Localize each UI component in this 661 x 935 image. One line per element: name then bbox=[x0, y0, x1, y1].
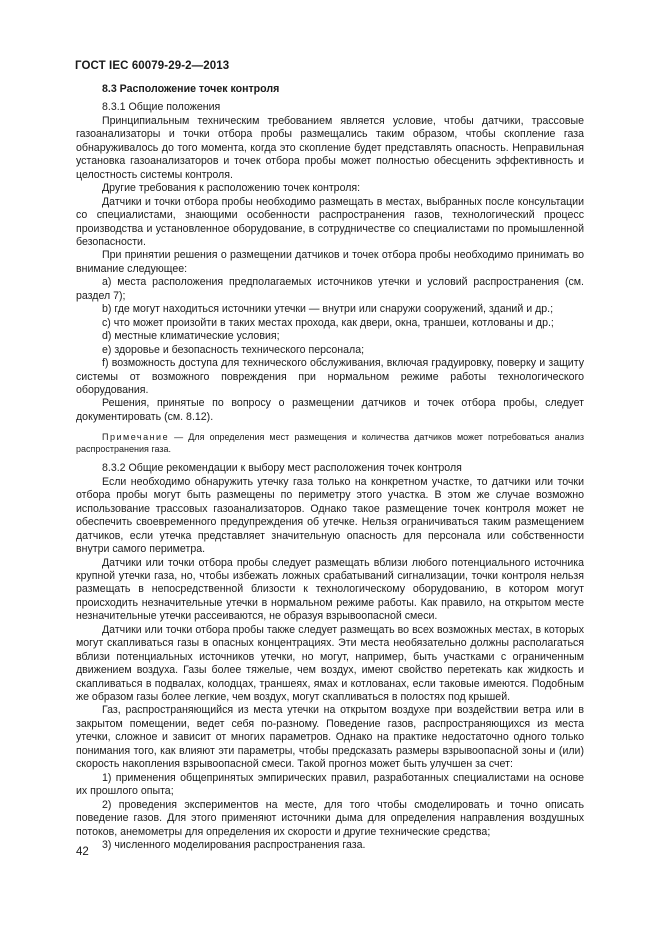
paragraph: Датчики или точки отбора пробы также следует размещать во всех возможных местах, в которых могут скапливаться газы в опасных концентрациях. Эти места необязательно должны располагаться вблизи потенциальных источников утечки, но могут, например, быть участками с ограниченным движением воздуха. Газы более тяжелые, чем воздух, имеют свойство перетекать как жидкость и скапливаться в подвалах, колодцах, траншеях, ямах и котлованах, если таковые имеются. Подобным же образом газы более легкие, чем воздух, могут скапливаться в полостях под крышей. bbox=[76, 623, 584, 704]
section-heading: 8.3 Расположение точек контроля bbox=[102, 83, 280, 95]
subsection-title: 8.3.2 Общие рекомендации к выбору мест расположения точек контроля bbox=[102, 462, 462, 475]
list-item: 1) применения общепринятых эмпирических правил, разработанных специалистами на основе их прошлого опыта; bbox=[76, 771, 584, 798]
list-item: d) местные климатические условия; bbox=[102, 330, 280, 343]
subsection-title: 8.3.1 Общие положения bbox=[102, 101, 221, 114]
list-item: c) что может произойти в таких местах прохода, как двери, окна, траншеи, котлованы и др.; bbox=[102, 316, 554, 329]
note-label: Примечание bbox=[102, 432, 170, 443]
note-text: — Для определения мест размещения и количества датчиков может потребоваться анализ распространения газа. bbox=[76, 432, 584, 455]
document-code: ГОСТ IEC 60079-29-2—2013 bbox=[75, 60, 230, 72]
page-number: 42 bbox=[76, 846, 89, 858]
paragraph: Принципиальным техническим требованием является условие, чтобы датчики, трассовые газоанализаторы и точки отбора пробы размещались таким образом, чтобы скопление газа обнаруживалось до того момента, когда это скопление будет представлять опасность. Неправильная установка газоанализаторов и точек отбора пробы может полностью обесценить эффективность и целостность системы контроля. bbox=[76, 114, 584, 181]
paragraph: Газ, распространяющийся из места утечки на открытом воздухе при воздействии ветра или в закрытом помещении, ведет себя по-разному. Поведение газов, распространяющихся из места утечки, сложное и зависит от многих параметров. Однако на практике недостаточно одного только понимания того, как влияют эти параметры, чтобы предсказать размеры взрывоопасной зоны и (или) скорость накопления взрывоопасной смеси. Такой прогноз может быть улучшен за счет: bbox=[76, 704, 584, 771]
paragraph: Другие требования к расположению точек контроля: bbox=[102, 182, 361, 195]
paragraph: При принятии решения о размещении датчиков и точек отбора пробы необходимо принимать во внимание следующее: bbox=[76, 249, 584, 275]
list-item: 2) проведения экспериментов на месте, для того чтобы смоделировать и точно описать поведение газов. Для этого применяют источники дыма для определения направления воздушных потоков, анемометры для определения их скорости и другие технические средства; bbox=[76, 798, 584, 838]
paragraph: Датчики или точки отбора пробы следует размещать вблизи любого потенциального источника крупной утечки газа, но, чтобы избежать ложных срабатываний сигнализации, точки контроля нельзя размещать в непосредственной близости к технологическому оборудованию, в котором могут происходить незначительные утечки в нормальном режиме работы. Как правило, на открытом месте незначительные утечки рассеиваются, не образуя взрывоопасной смеси. bbox=[76, 556, 584, 623]
paragraph: Датчики и точки отбора пробы необходимо размещать в местах, выбранных после консультации со специалистами, знающими особенности распространения газов, технологический процесс производства и установленное оборудование, в сотрудничестве со специалистами по промышленной безопасности. bbox=[76, 195, 584, 248]
list-item: a) места расположения предполагаемых источников утечки и условий распространения (см. раздел 7); bbox=[76, 276, 584, 302]
paragraph: Решения, принятые по вопросу о размещении датчиков и точек отбора пробы, следует документировать (см. 8.12). bbox=[76, 397, 584, 423]
list-item: 3) численного моделирования распространения газа. bbox=[102, 839, 366, 852]
page-content bbox=[76, 83, 584, 852]
note bbox=[76, 431, 584, 455]
list-item: f) возможность доступа для технического обслуживания, включая градуировку, поверку и защиту системы от возможного повреждения при нормальном режиме работы технологического оборудования. bbox=[76, 357, 584, 396]
paragraph: Если необходимо обнаружить утечку газа только на конкретном участке, то датчики или точки отбора пробы могут быть размещены по периметру этого участка. В этом же случае возможно использование трассовых газоанализаторов. Однако такое размещение точек контроля может не обеспечить своевременного предупреждения об утечке. Нельзя ограничиваться таким размещением датчиков, если утечка представляет значительную опасность для персонала или собственности внутри самого периметра. bbox=[76, 475, 584, 556]
list-item: e) здоровье и безопасность технического персонала; bbox=[102, 343, 365, 356]
list-item: b) где могут находиться источники утечки — внутри или снаружи сооружений, зданий и др.; bbox=[102, 303, 554, 316]
